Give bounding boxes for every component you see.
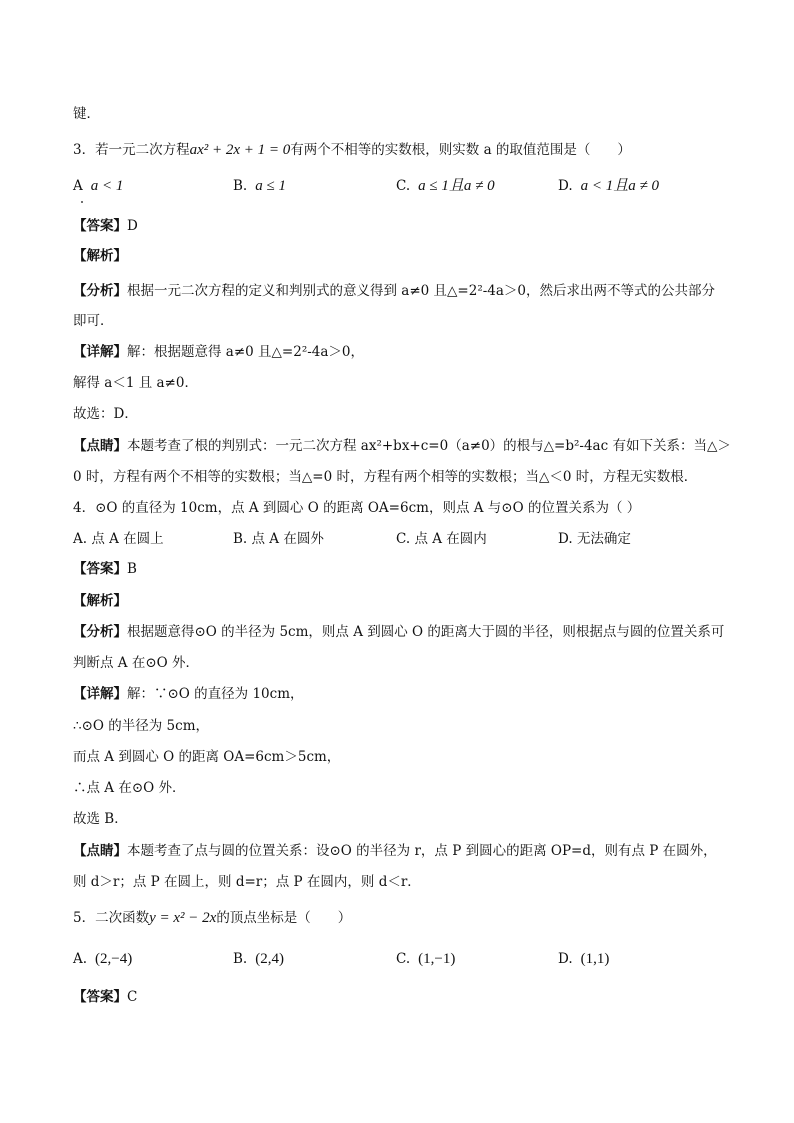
answer-line	[73, 216, 734, 236]
question-3-equation: ax² + 2x + 1 = 0	[189, 142, 291, 158]
analysis-subtag: 【分析】	[73, 283, 127, 299]
analysis-heading	[73, 591, 734, 611]
question-3-suffix: 有两个不相等的实数根，则实数 a 的取值范围是（ ）	[290, 142, 631, 158]
comment-line: 0 时，方程有两个不相等的实数根；当△=0 时，方程有两个相等的实数根；当△＜0 时，方程无实数根．	[73, 469, 698, 485]
detail-line: ∴点 A 在⊙O 外．	[73, 780, 186, 796]
answer-line	[73, 559, 734, 579]
option-b	[233, 175, 286, 197]
answer-tag: 【答案】	[73, 989, 127, 1005]
answer-value: C	[127, 989, 138, 1005]
option-a	[73, 528, 164, 550]
option-d	[558, 528, 631, 550]
detail-line: 解得 a＜1 且 a≠0．	[73, 375, 198, 391]
option-a	[73, 175, 123, 197]
analysis-line	[73, 622, 734, 642]
comment-tag: 【点睛】	[73, 438, 127, 454]
analysis-subtag: 【分析】	[73, 624, 127, 640]
option-a	[73, 948, 132, 970]
analysis-tag: 【解析】	[73, 593, 127, 609]
option-letter: B.	[233, 178, 248, 194]
analysis-heading	[73, 246, 734, 266]
option-letter: D.	[558, 178, 573, 194]
detail-tag: 【详解】	[73, 344, 127, 360]
question-4-options	[73, 528, 753, 550]
option-b	[233, 948, 284, 970]
comment-line	[73, 841, 734, 861]
analysis-tag: 【解析】	[73, 248, 127, 264]
detail-text: 解：根据题意得 a≠0 且△=2²-4a＞0，	[127, 344, 365, 360]
option-value: a ≤ 1且a ≠ 0	[418, 178, 495, 194]
analysis-line: 判断点 A 在⊙O 外．	[73, 655, 200, 671]
question-3-prefix: 3．若一元二次方程	[73, 142, 190, 158]
detail-text: 解：∵⊙O 的直径为 10cm，	[127, 686, 304, 702]
option-b	[233, 528, 324, 550]
option-value: a < 1	[90, 178, 124, 194]
answer-line	[73, 987, 734, 1007]
comment-tag: 【点睛】	[73, 843, 127, 859]
comment-text: 本题考查了点与圆的位置关系：设⊙O 的半径为 r，点 P 到圆心的距离 OP=d，则有点 P 在圆外，	[127, 843, 717, 859]
option-letter: D.	[558, 951, 573, 967]
question-5-prefix: 5．二次函数	[73, 910, 150, 926]
answer-value: B	[127, 561, 137, 577]
answer-value: D	[127, 218, 138, 234]
option-c	[396, 948, 455, 970]
comment-text: 本题考查了根的判别式：一元二次方程 ax²+bx+c=0（a≠0）的根与△=b²-4ac 有如下关系：当△＞	[127, 438, 731, 454]
analysis-text: 根据一元二次方程的定义和判别式的意义得到 a≠0 且△=2²-4a＞0，然后求出两不等式的公共部分	[127, 283, 716, 299]
text-line: 键．	[73, 106, 100, 122]
answer-tag: 【答案】	[73, 561, 127, 577]
detail-line: 故选：D．	[73, 406, 138, 422]
option-value: (2,4)	[255, 951, 284, 967]
option-letter: B.	[233, 951, 248, 967]
answer-tag: 【答案】	[73, 218, 127, 234]
option-value: (1,1)	[580, 951, 610, 967]
detail-line	[73, 684, 734, 704]
option-letter: C.	[396, 951, 411, 967]
question-5-equation: y = x² − 2x	[149, 910, 217, 926]
question-3-options	[73, 175, 753, 197]
option-letter: A	[73, 178, 83, 194]
option-value: (2,−4)	[95, 951, 133, 967]
option-value: 点 A 在圆外	[251, 531, 324, 547]
option-letter: C.	[396, 178, 411, 194]
option-letter: A.	[73, 531, 88, 547]
option-d	[558, 948, 609, 970]
analysis-text: 根据题意得⊙O 的半径为 5cm，则点 A 到圆心 O 的距离大于圆的半径，则根据点与圆的位置关系可	[127, 624, 725, 640]
comment-line: 则 d＞r；点 P 在圆上，则 d=r；点 P 在圆内，则 d＜r．	[73, 874, 421, 890]
option-value: a < 1且a ≠ 0	[580, 178, 659, 194]
option-letter: B.	[233, 531, 248, 547]
option-c	[396, 175, 495, 197]
option-value: a ≤ 1	[255, 178, 286, 194]
detail-line: ∴⊙O 的半径为 5cm，	[73, 718, 210, 734]
option-c	[396, 528, 487, 550]
analysis-line: 即可．	[73, 313, 114, 329]
option-letter: D.	[558, 531, 573, 547]
option-value: 点 A 在圆内	[414, 531, 487, 547]
question-5-suffix: 的顶点坐标是（ ）	[216, 910, 352, 926]
option-d	[558, 175, 659, 197]
detail-tag: 【详解】	[73, 686, 127, 702]
question-4: 4．⊙O 的直径为 10cm，点 A 到圆心 O 的距离 OA=6cm，则点 A 与⊙O 的位置关系为（ ）	[73, 500, 641, 516]
stray-dot	[81, 201, 83, 203]
question-5-options	[73, 948, 753, 970]
detail-line: 而点 A 到圆心 O 的距离 OA=6cm＞5cm，	[73, 749, 341, 765]
comment-line	[73, 436, 734, 456]
detail-line	[73, 342, 734, 362]
analysis-line	[73, 281, 734, 301]
option-value: 无法确定	[576, 531, 631, 547]
option-value: 点 A 在圆上	[91, 531, 164, 547]
detail-line: 故选 B．	[73, 811, 128, 827]
option-value: (1,−1)	[418, 951, 456, 967]
question-5	[73, 908, 734, 928]
option-letter: A.	[73, 951, 88, 967]
option-letter: C.	[396, 531, 411, 547]
question-3	[73, 140, 734, 160]
